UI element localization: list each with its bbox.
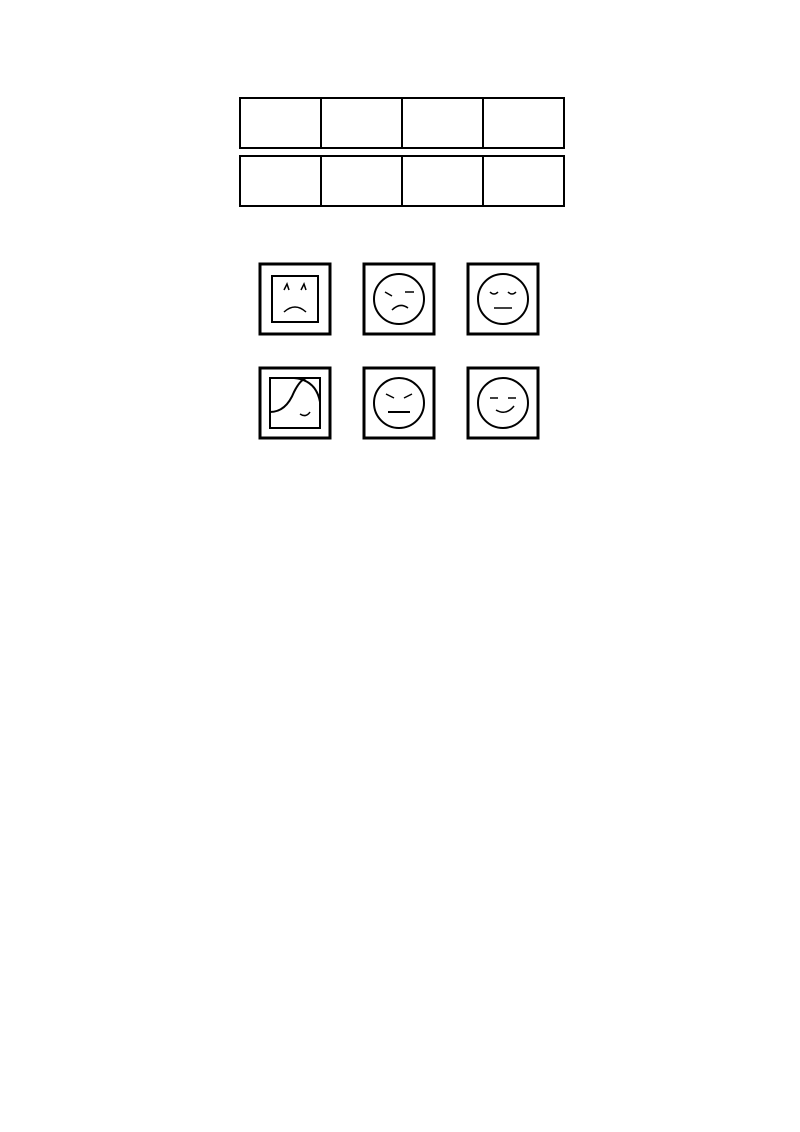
q41-options [62,792,424,810]
option-b[interactable] [216,491,364,509]
option-a[interactable] [62,491,212,509]
q38-figure [236,96,568,228]
q46-options [62,972,316,990]
option-c[interactable] [368,755,516,773]
figure-4 [260,368,330,438]
q42-options [62,828,424,846]
option-b[interactable] [184,900,302,918]
option-b[interactable] [184,1008,302,1026]
option-b[interactable] [184,936,302,954]
option-b[interactable] [216,755,364,773]
option-a[interactable] [62,792,180,810]
option-c[interactable] [306,936,420,954]
q43-options [62,864,424,882]
option-a[interactable] [62,1008,180,1026]
figure-3 [468,264,538,334]
option-a[interactable] [62,900,180,918]
figure-2 [364,264,434,334]
q40-options [62,755,520,773]
q44-options [62,900,424,918]
option-a[interactable] [62,1044,224,1062]
figure-6 [468,368,538,438]
option-c[interactable] [306,828,420,846]
option-a[interactable] [62,936,180,954]
option-b[interactable] [228,1044,390,1062]
option-b[interactable] [184,828,302,846]
option-b[interactable] [184,792,302,810]
q39-figures [256,262,556,468]
option-c[interactable] [394,1044,558,1062]
option-c[interactable] [368,491,516,509]
option-a[interactable] [62,864,180,882]
option-c[interactable] [306,1008,420,1026]
q47-options [62,1008,424,1026]
option-c[interactable] [306,864,420,882]
q38-top-row [240,98,564,148]
figure-1 [260,264,330,334]
option-c[interactable] [234,972,312,990]
option-c[interactable] [306,900,420,918]
q45-options [62,936,424,954]
option-a[interactable] [62,828,180,846]
option-b[interactable] [150,972,230,990]
figure-5 [364,368,434,438]
option-a[interactable] [62,755,212,773]
option-b[interactable] [184,864,302,882]
q48-options [62,1044,562,1062]
option-c[interactable] [306,792,420,810]
q40-figures [256,546,546,742]
q39-options [62,491,520,509]
q38-options-row [240,156,564,206]
option-a[interactable] [62,972,146,990]
